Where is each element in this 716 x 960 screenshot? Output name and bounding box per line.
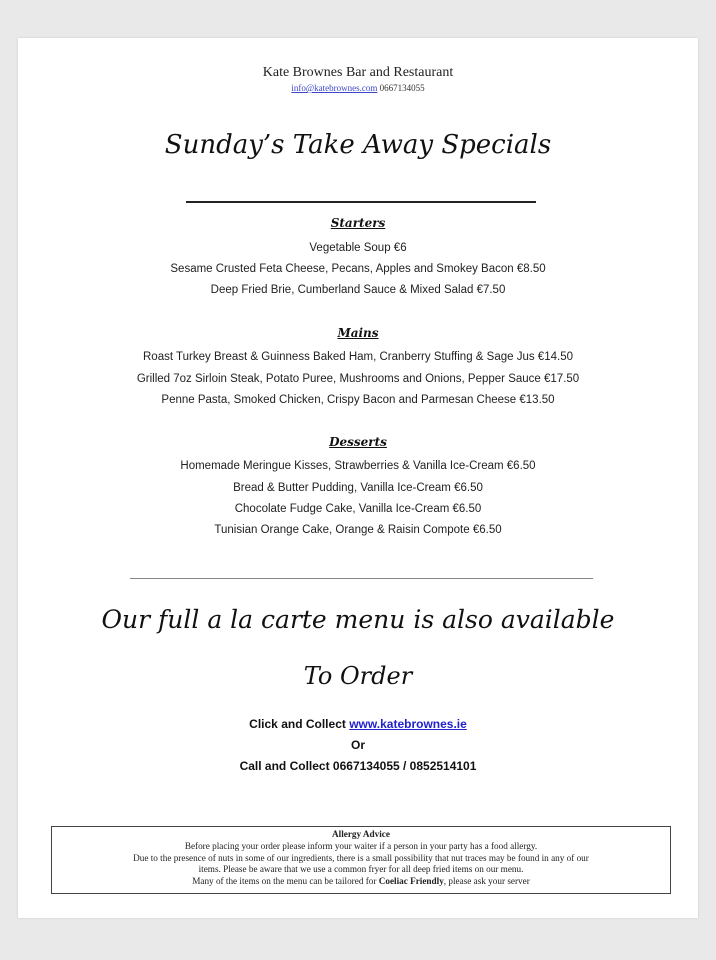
website-link[interactable]: www.katebrownes.ie: [349, 717, 467, 731]
menu-item: Roast Turkey Breast & Guinness Baked Ham, Cranberry Stuffing & Sage Jus €14.50: [143, 351, 573, 363]
menu-item: Chocolate Fudge Cake, Vanilla Ice-Cream €6.50: [234, 503, 482, 515]
contact-line: [18, 83, 698, 93]
coeliac-friendly-text: Coeliac Friendly: [378, 876, 444, 887]
allergy-line: Before placing your order please inform your waiter if a person in your party has a food allergy.: [184, 840, 538, 851]
allergy-line: Due to the presence of nuts in some of our ingredients, there is a small possibility that nut traces may be found in any of our: [133, 852, 589, 863]
menu-page: [18, 38, 698, 918]
section-heading-desserts: Desserts: [329, 435, 387, 449]
to-order-heading: To Order: [303, 662, 413, 690]
promo-text: Our full a la carte menu is also available: [101, 605, 615, 634]
section-heading-starters: Starters: [330, 216, 386, 230]
section-divider: [130, 578, 593, 579]
page-title: Sunday’s Take Away Specials: [164, 130, 552, 160]
or-text: Or: [350, 738, 365, 752]
menu-item: Homemade Meringue Kisses, Strawberries & Vanilla Ice-Cream €6.50: [180, 460, 536, 472]
allergy-line: items. Please be aware that we use a common fryer for all deep fried items on our menu.: [198, 864, 524, 875]
menu-item: Sesame Crusted Feta Cheese, Pecans, Apples and Smokey Bacon €8.50: [170, 263, 546, 275]
click-collect-line: [18, 717, 698, 731]
menu-item: Penne Pasta, Smoked Chicken, Crispy Bacon and Parmesan Cheese €13.50: [161, 394, 555, 406]
click-collect-label: Click and Collect: [249, 717, 346, 731]
menu-item: Tunisian Orange Cake, Orange & Raisin Compote €6.50: [214, 524, 502, 536]
title-divider: [186, 201, 536, 203]
allergy-line-end: , please ask your server: [443, 876, 530, 887]
allergy-advice-box: [51, 826, 671, 894]
menu-item: Vegetable Soup €6: [309, 242, 407, 254]
menu-item: Deep Fried Brie, Cumberland Sauce & Mixed Salad €7.50: [210, 284, 506, 296]
call-collect-line: Call and Collect 0667134055 / 0852514101: [239, 759, 477, 773]
section-heading-mains: Mains: [337, 326, 379, 340]
restaurant-name: Kate Brownes Bar and Restaurant: [262, 65, 454, 80]
phone-number: 0667134055: [379, 83, 425, 93]
allergy-line: [52, 876, 670, 888]
allergy-line-start: Many of the items on the menu can be tailored for: [192, 876, 377, 887]
menu-item: Bread & Butter Pudding, Vanilla Ice-Cream €6.50: [233, 482, 483, 494]
menu-item: Grilled 7oz Sirloin Steak, Potato Puree, Mushrooms and Onions, Pepper Sauce €17.50: [136, 373, 580, 385]
allergy-title: Allergy Advice: [332, 829, 390, 839]
email-link[interactable]: info@katebrownes.com: [291, 83, 378, 93]
